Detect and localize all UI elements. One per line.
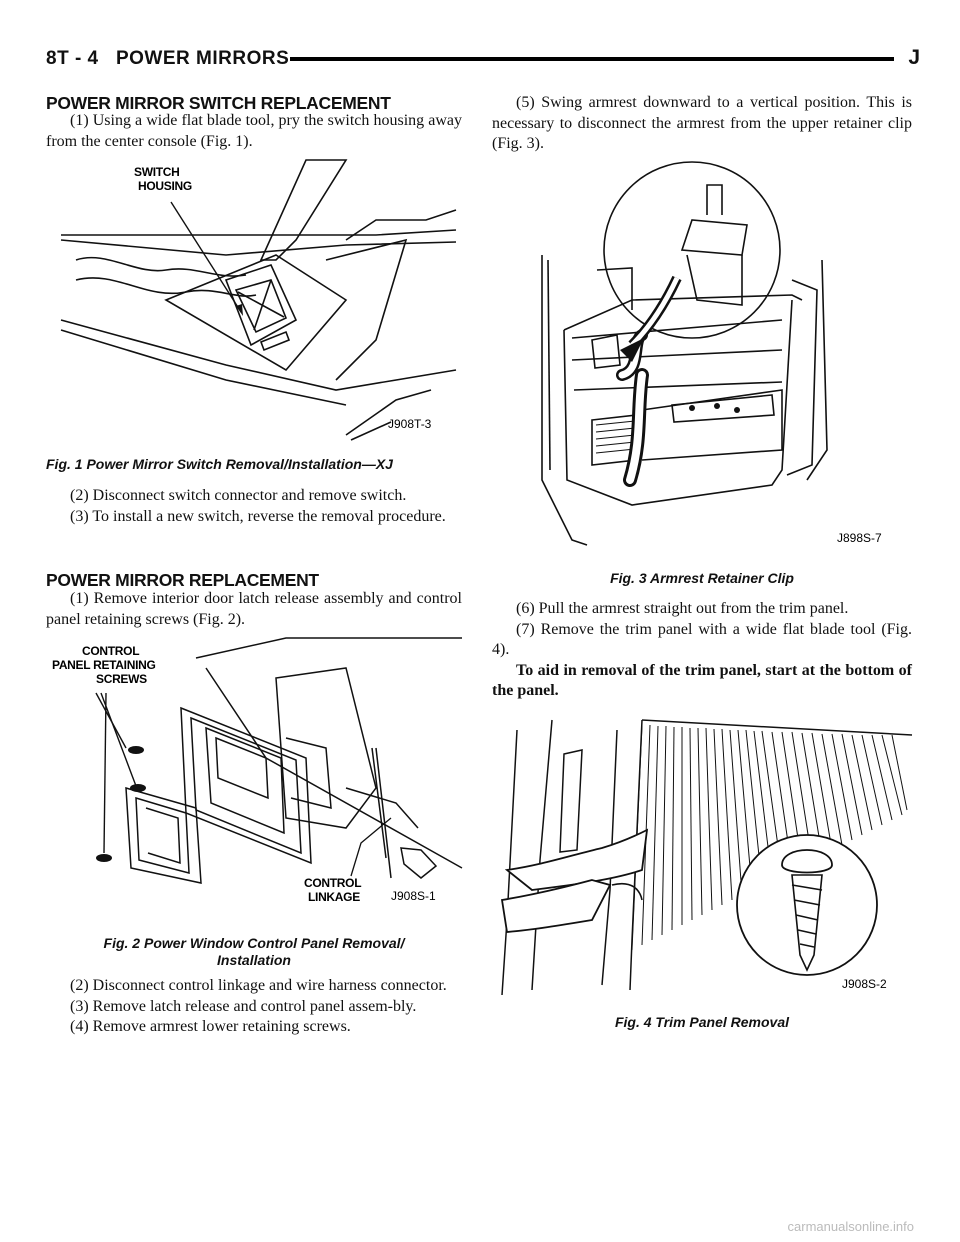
fig4-code: J908S-2	[842, 977, 887, 991]
mirror-steps-continued: (2) Disconnect control linkage and wire harness connector. (3) Remove latch release and control panel assem-bly. (4) Remove armrest lower retaining screws.	[70, 977, 447, 1035]
trim-panel-note: To aid in removal of the trim panel, start at the bottom of the panel.	[492, 661, 912, 699]
figure-1-illustration	[46, 160, 462, 445]
figure-3	[492, 160, 912, 560]
fig1-caption: Fig. 1 Power Mirror Switch Removal/Installation—XJ	[46, 456, 393, 472]
figure-1	[46, 160, 462, 445]
fig4-caption: Fig. 4 Trim Panel Removal	[614, 1014, 790, 1030]
fig2-label-panel-retaining: PANEL RETAINING	[52, 658, 156, 672]
heading-mirror-replacement: POWER MIRROR REPLACEMENT	[46, 570, 319, 590]
footer-watermark: carmanualsonline.info	[787, 1219, 914, 1234]
fig1-code: J908T-3	[388, 417, 432, 431]
figure-2-illustration	[46, 638, 462, 918]
fig3-caption: Fig. 3 Armrest Retainer Clip	[610, 570, 794, 586]
fig2-label-screws: SCREWS	[96, 672, 147, 686]
trim-panel-steps: (6) Pull the armrest straight out from the trim panel. (7) Remove the trim panel with a wide flat blade tool (Fig. 4). To aid in removal of the trim panel, start at the bottom of the panel.	[492, 600, 912, 699]
fig2-label-control: CONTROL	[82, 644, 140, 658]
fig2-label-linkage: LINKAGE	[308, 890, 360, 904]
heading-switch-replacement: POWER MIRROR SWITCH REPLACEMENT	[46, 93, 391, 113]
header-code: J	[908, 46, 920, 69]
figure-4	[492, 720, 912, 1005]
fig2-caption-line-2: Installation	[217, 952, 291, 968]
fig3-code: J898S-7	[837, 531, 882, 545]
step-remove-latch: (1) Remove interior door latch release assembly and control panel retaining screws (Fig. 2).	[46, 590, 462, 628]
figure-2	[46, 638, 462, 918]
figure-3-illustration	[492, 160, 912, 560]
figure-4-illustration	[492, 720, 912, 1005]
header-section-title: 8T - 4 POWER MIRRORS	[46, 48, 290, 69]
switch-steps-continued: (2) Disconnect switch connector and remove switch. (3) To install a new switch, reverse the removal procedure.	[70, 487, 446, 525]
step-pry-switch: (1) Using a wide flat blade tool, pry the switch housing away from the center console (Fig. 1).	[46, 112, 462, 150]
fig2-code: J908S-1	[391, 889, 436, 903]
step-swing-armrest: (5) Swing armrest downward to a vertical position. This is necessary to disconnect the armrest from the upper retainer clip (Fig. 3).	[492, 94, 912, 152]
page-header	[46, 40, 920, 74]
fig1-label-switch: SWITCH	[134, 165, 180, 179]
fig2-caption	[46, 935, 462, 969]
fig2-caption-line-1: Fig. 2 Power Window Control Panel Removal/	[103, 935, 405, 951]
fig2-label-control-2: CONTROL	[304, 876, 362, 890]
header-rule	[290, 57, 894, 61]
fig1-label-housing: HOUSING	[138, 179, 192, 193]
